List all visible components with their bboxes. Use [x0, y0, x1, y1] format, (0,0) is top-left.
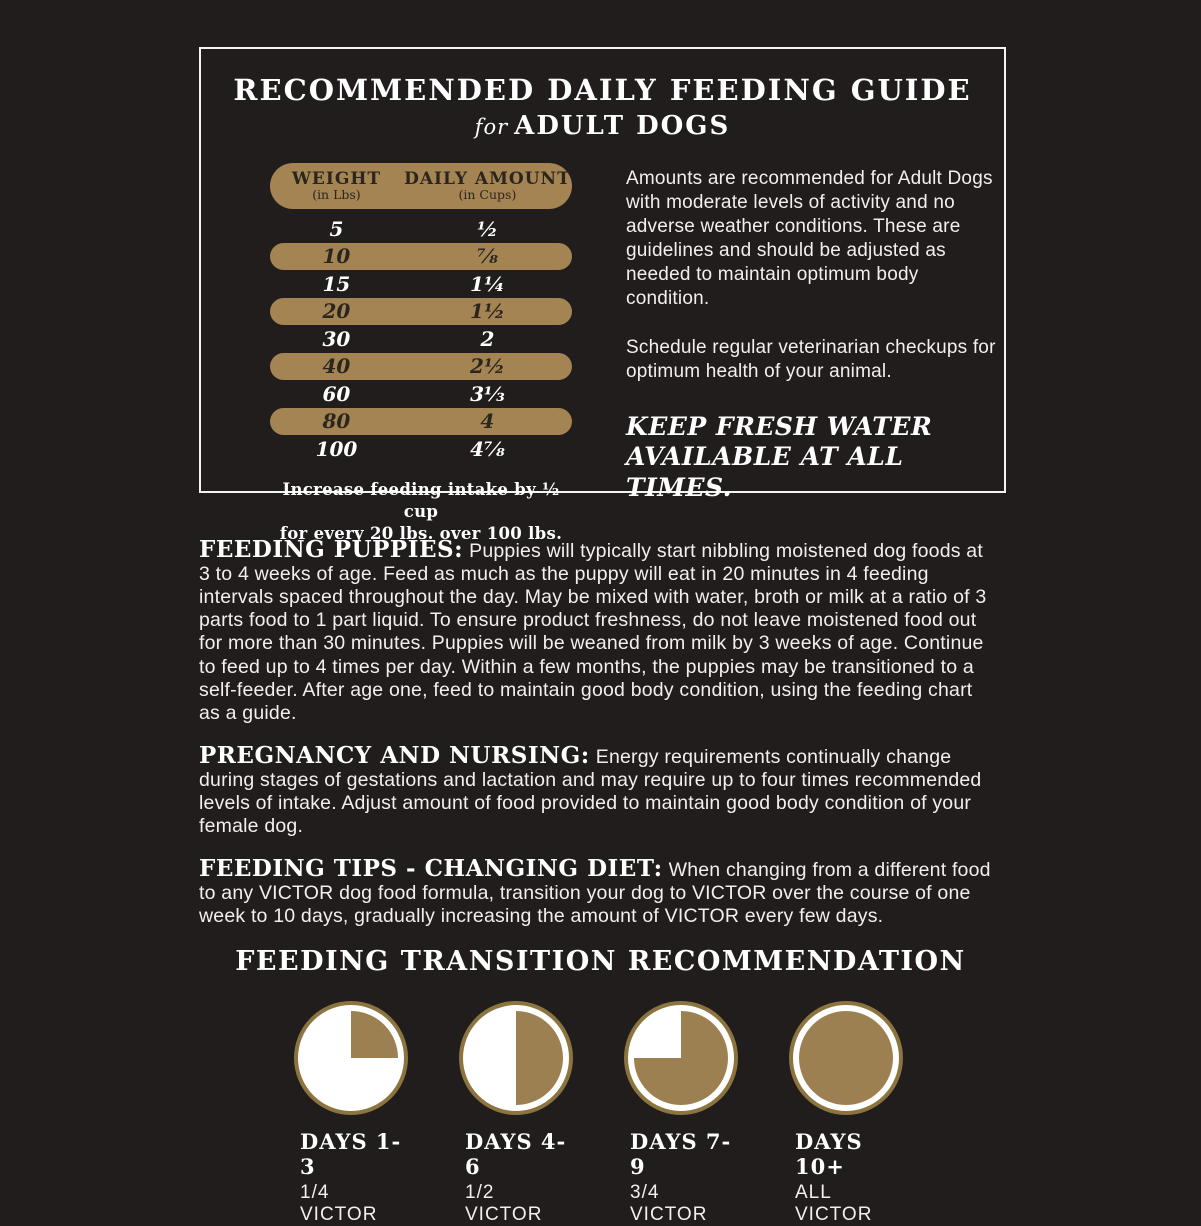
- weight-value: 20: [322, 299, 351, 324]
- section-heading: FEEDING PUPPIES:: [199, 536, 464, 563]
- feeding-row: [270, 270, 572, 298]
- weight-value: 30: [322, 326, 351, 351]
- amount-value: 2½: [470, 354, 505, 379]
- guide-content: [201, 163, 1004, 545]
- vet-checkup-note: Schedule regular veterinarian checkups for optimum health of your animal.: [626, 336, 996, 382]
- amount-value: ⅞: [477, 244, 498, 269]
- section-heading: PREGNANCY AND NURSING:: [199, 741, 590, 769]
- step-days-label: DAYS 10+: [795, 1129, 863, 1179]
- pie-chart-ring: [294, 1001, 408, 1115]
- feeding-row: [270, 298, 572, 326]
- fresh-water-callout: KEEP FRESH WATER AVAILABLE AT ALL TIMES.: [626, 411, 933, 502]
- feeding-row: [270, 408, 572, 436]
- transition-step: [789, 1001, 907, 1226]
- feeding-row: [270, 325, 572, 353]
- weight-value: 40: [322, 354, 351, 379]
- pie-chart-icon: [469, 1011, 563, 1105]
- amount-value: 1¼: [470, 271, 505, 296]
- step-amount-label: 1/4 VICTOR: [300, 1182, 378, 1225]
- weight-value: 100: [315, 436, 358, 461]
- feeding-row: [270, 353, 572, 381]
- info-sections: [199, 536, 994, 946]
- section-body: Energy requirements continually change during stages of gestations and lactation and may require up to four times recommended levels of intake. Adjust amount of food provided to maintain good body condition of your female dog.: [199, 745, 982, 838]
- step-amount-label: 1/2 VICTOR: [465, 1182, 543, 1225]
- amount-value: 4⅞: [470, 436, 505, 461]
- section-heading: FEEDING TIPS - CHANGING DIET:: [199, 855, 663, 883]
- step-amount-label: 3/4 VICTOR: [630, 1182, 708, 1225]
- feeding-row: [270, 380, 572, 408]
- transition-step: [459, 1001, 577, 1226]
- transition-step: [294, 1001, 412, 1226]
- step-days-label: DAYS 7-9: [630, 1129, 732, 1179]
- guide-subtitle-for: for: [474, 115, 509, 139]
- guide-notes: [626, 163, 1004, 545]
- pie-chart-ring: [789, 1001, 903, 1115]
- feeding-row: [270, 215, 572, 243]
- step-days-label: DAYS 1-3: [300, 1129, 402, 1179]
- amount-value: 3⅓: [470, 381, 505, 406]
- daily-amount-header: DAILY AMOUNT (in Cups): [404, 168, 571, 203]
- weight-value: 80: [322, 409, 351, 434]
- guide-subtitle-adult-dogs: ADULT DOGS: [514, 111, 731, 141]
- section-feeding-tips: [199, 855, 994, 928]
- amounts-note: Amounts are recommended for Adult Dogs with moderate levels of activity and no adverse weather conditions. These are guidelines and should be adjusted as needed to maintain optimum body condition.: [626, 168, 993, 309]
- feeding-table-rows: [270, 215, 572, 463]
- feeding-row: [270, 435, 572, 463]
- weight-value: 15: [322, 271, 351, 296]
- feeding-table-header: [270, 163, 572, 209]
- section-body: Puppies will typically start nibbling moistened dog foods at 3 to 4 weeks of age. Feed as much as the puppy will eat in 20 minutes in 4 feeding intervals spaced throughout the day. May be mixed with water, broth or milk at a ratio of 3 parts food to 1 part liquid. To ensure product freshness, do not leave moistened food out for more than 30 minutes. Puppies will be weaned from milk by 3 weeks of age. Continue to feed up to 4 times per day. Within a few months, the puppies may be transitioned to a self-feeder. After age one, feed to maintain good body condition, using the feeding chart as a guide.: [199, 540, 987, 724]
- guide-subtitle: [201, 111, 1004, 141]
- amount-value: 1½: [470, 299, 505, 324]
- weight-header: WEIGHT (in Lbs): [291, 168, 382, 203]
- step-days-label: DAYS 4-6: [465, 1129, 567, 1179]
- pie-chart-icon: [304, 1011, 398, 1105]
- feeding-row: [270, 243, 572, 271]
- pie-chart-icon: [634, 1011, 728, 1105]
- feeding-footnote: Increase feeding intake by ½ cup for every 20 lbs. over 100 lbs.: [279, 479, 563, 544]
- transition-step: [624, 1001, 742, 1226]
- pie-chart-ring: [459, 1001, 573, 1115]
- weight-value: 5: [329, 216, 344, 241]
- transition-steps: [0, 1001, 1201, 1226]
- step-amount-label: ALL VICTOR: [795, 1182, 873, 1225]
- section-body: When changing from a different food to any VICTOR dog food formula, transition your dog to VICTOR over the course of one week to 10 days, gradually increasing the amount of VICTOR every few days.: [199, 859, 991, 928]
- pie-chart-ring: [624, 1001, 738, 1115]
- amount-value: 2: [480, 326, 495, 351]
- pie-chart-icon: [799, 1011, 893, 1105]
- weight-value: 60: [322, 381, 351, 406]
- section-pregnancy-nursing: [199, 742, 994, 838]
- amount-value: 4: [480, 409, 495, 434]
- transition-title: FEEDING TRANSITION RECOMMENDATION: [235, 946, 966, 977]
- feeding-guide-box: [199, 47, 1006, 544]
- weight-value: 10: [322, 244, 351, 269]
- amount-value: ½: [477, 216, 498, 241]
- guide-title: RECOMMENDED DAILY FEEDING GUIDE: [233, 73, 972, 107]
- section-feeding-puppies: [199, 536, 994, 725]
- feeding-table: [270, 163, 572, 545]
